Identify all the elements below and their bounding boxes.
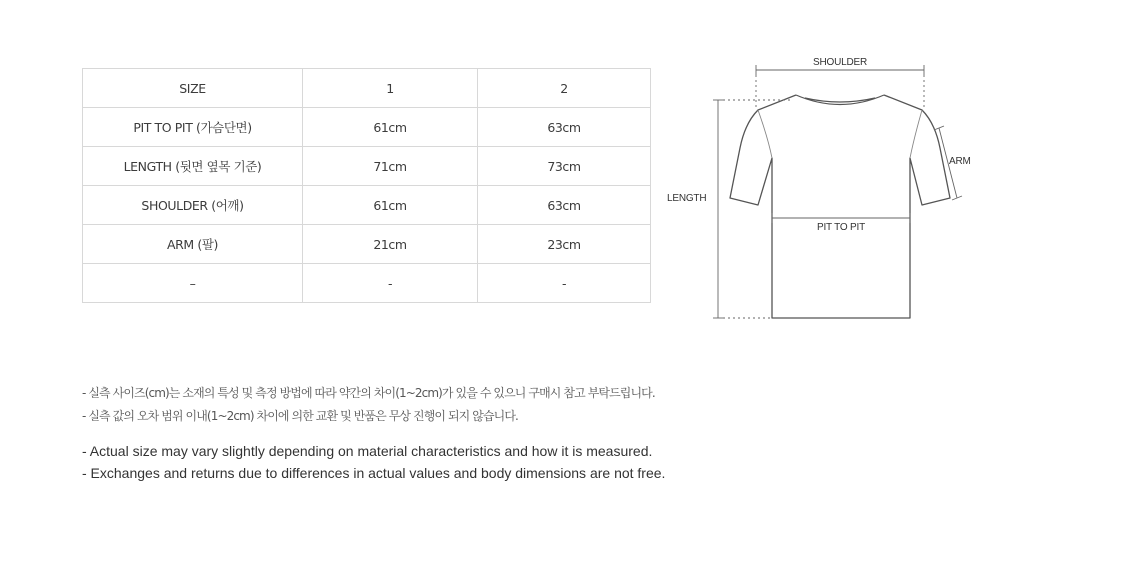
row-value: 63cm xyxy=(478,108,651,147)
header-cell-size-2: 2 xyxy=(478,69,651,108)
sleeve-seam xyxy=(758,110,922,158)
row-value: 61cm xyxy=(303,186,478,225)
row-value: - xyxy=(303,264,478,303)
size-table xyxy=(82,68,651,303)
row-value: 63cm xyxy=(478,186,651,225)
row-label: PIT TO PIT (가슴단면) xyxy=(83,108,303,147)
shoulder-label: SHOULDER xyxy=(813,57,867,68)
note-english-2: - Exchanges and returns due to differences in actual values and body dimensions are not free. xyxy=(82,465,666,481)
length-label: LENGTH xyxy=(667,193,707,204)
table-row xyxy=(83,147,651,186)
row-value: - xyxy=(478,264,651,303)
length-measure-line xyxy=(713,100,790,318)
notes-section xyxy=(82,382,1082,484)
pit-to-pit-label: PIT TO PIT xyxy=(816,222,866,233)
note-english-1: - Actual size may vary slightly depending on material characteristics and how it is measured. xyxy=(82,443,653,459)
arm-label: ARM xyxy=(949,156,971,167)
note-korean-2: - 실측 값의 오차 범위 이내(1~2cm) 차이에 의한 교환 및 반품은 무상 진행이 되지 않습니다. xyxy=(82,409,518,423)
row-label: LENGTH (뒷면 옆목 기준) xyxy=(83,147,303,186)
header-cell-size-1: 1 xyxy=(303,69,478,108)
tshirt-collar xyxy=(796,95,884,105)
note-korean-1: - 실측 사이즈(cm)는 소재의 특성 및 측정 방법에 따라 약간의 차이(1~2cm)가 있을 수 있으니 구매시 참고 부탁드립니다. xyxy=(82,386,655,400)
table-row xyxy=(83,264,651,303)
header-cell-size: SIZE xyxy=(83,69,303,108)
table-row xyxy=(83,186,651,225)
row-value: 61cm xyxy=(303,108,478,147)
table-row xyxy=(83,225,651,264)
row-label: ARM (팔) xyxy=(83,225,303,264)
table-header-row xyxy=(83,69,651,108)
row-label: SHOULDER (어깨) xyxy=(83,186,303,225)
row-value: 73cm xyxy=(478,147,651,186)
row-value: 23cm xyxy=(478,225,651,264)
row-value: 71cm xyxy=(303,147,478,186)
tshirt-measurement-diagram xyxy=(660,48,990,328)
row-value: 21cm xyxy=(303,225,478,264)
row-label: – xyxy=(83,264,303,303)
table-row xyxy=(83,108,651,147)
